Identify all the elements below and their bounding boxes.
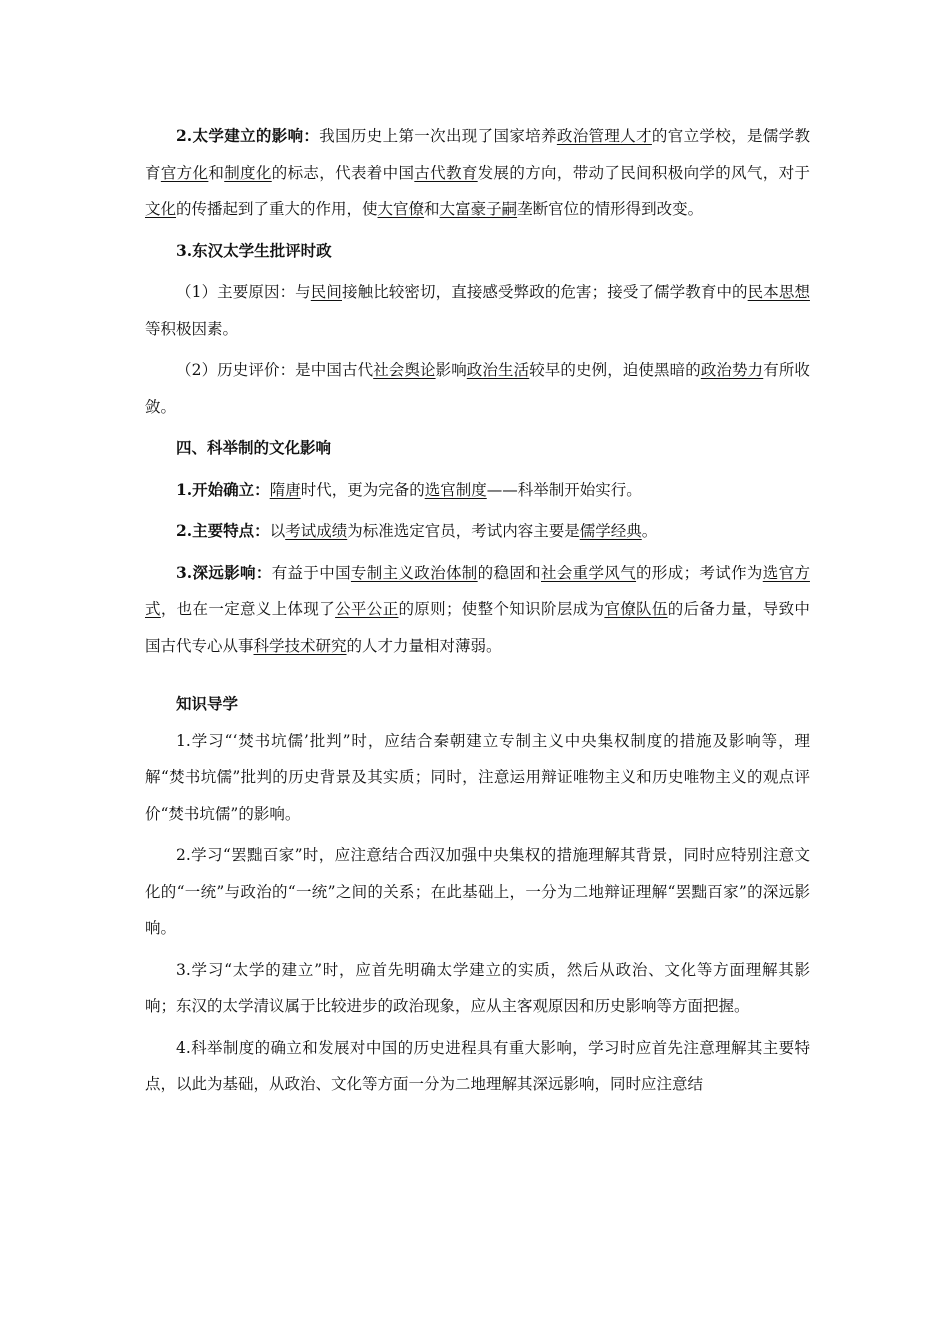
text: 等积极因素。 — [145, 319, 239, 338]
text: ——科举制开始实行。 — [486, 480, 642, 499]
heading-donghan-students — [145, 233, 810, 270]
document-page — [145, 118, 810, 1103]
paragraph-taixue-influence — [145, 118, 810, 228]
text: 垄断官位的情形得到改变。 — [517, 200, 704, 218]
underlined-term: 制度化 — [224, 163, 272, 182]
text: 的传播起到了重大的作用，使 — [176, 200, 378, 218]
underlined-term: 民本思想 — [747, 283, 810, 301]
text: ，也在一定意义上体现了 — [160, 600, 336, 618]
heading-text: 知识导学 — [176, 694, 239, 713]
heading-taixue-influence: 2.太学建立的影响： — [176, 126, 320, 145]
text: 和 — [424, 200, 440, 218]
underlined-term: 社会重学风气 — [541, 563, 637, 582]
text: 时代，更为完备的 — [300, 480, 425, 499]
heading-section-four — [145, 430, 810, 467]
heading-text: 3.东汉太学生批评时政 — [176, 240, 332, 260]
text: 发展的方向，带动了民间积极向学的风气，对于 — [477, 163, 810, 182]
underlined-term: 儒学经典 — [579, 522, 642, 540]
text: 有益于中国 — [271, 563, 351, 582]
underlined-term: 民间 — [310, 283, 342, 301]
text: 。 — [641, 522, 658, 540]
underlined-term: 考试成绩 — [285, 522, 348, 540]
underlined-term: 文化 — [145, 200, 177, 218]
text: 接触比较密切，直接感受弊政的危害；接受了儒学教育中的 — [342, 283, 748, 301]
underlined-term: 官僚队伍 — [604, 600, 668, 618]
underlined-term: 官方化 — [160, 163, 209, 182]
underlined-term: 社会舆论 — [373, 361, 436, 379]
underlined-term: 政治生活 — [466, 361, 530, 379]
paragraph-main-reasons — [145, 274, 810, 347]
underlined-term: 隋唐 — [269, 480, 301, 499]
underlined-term: 古代教育 — [414, 163, 478, 182]
text: （2）历史评价：是中国古代 — [176, 361, 374, 379]
text: （1）主要原因：与 — [176, 283, 311, 301]
text: 为标准选定官员，考试内容主要是 — [347, 522, 580, 540]
paragraph-guide-3: 3.学习“太学的建立”时，应首先明确太学建立的实质，然后从政治、文化等方面理解其影响；东汉的太学清议属于比较进步的政治现象，应从主客观原因和历史影响等方面把握。 — [145, 960, 810, 1015]
underlined-term: 政治管理人才 — [556, 127, 652, 145]
paragraph-historical-evaluation — [145, 352, 810, 425]
underlined-term: 公平公正 — [335, 600, 399, 618]
text: 的后备力量，导致中国古代专心从事 — [145, 600, 810, 655]
text: 的人才力量相对薄弱。 — [346, 636, 502, 655]
heading-knowledge-guide — [145, 686, 810, 723]
paragraph-keju-established — [145, 472, 810, 509]
text: 有所收敛。 — [145, 361, 810, 416]
text: 的官立学校，是儒学教育 — [145, 127, 810, 182]
text: 较早的史例，迫使黑暗的 — [529, 361, 701, 379]
text: 的稳固和 — [477, 563, 541, 582]
paragraph-guide-2: 2.学习“罢黜百家”时，应注意结合西汉加强中央集权的措施理解其背景，同时应特别注意文化的“一统”与政治的“一统”之间的关系；在此基础上，一分为二地辩证理解“罢黜百家”的深远影响。 — [145, 846, 810, 937]
text: 以 — [269, 522, 286, 540]
subheading: 1.开始确立： — [176, 479, 270, 499]
subheading: 3.深远影响： — [176, 562, 272, 582]
text: 的形成；考试作为 — [636, 563, 763, 582]
underlined-term: 政治势力 — [700, 361, 764, 379]
underlined-term: 选官制度 — [424, 480, 487, 499]
text: 的标志，代表着中国 — [271, 163, 415, 182]
paragraph-keju-features — [145, 513, 810, 550]
text: 我国历史上第一次出现了国家培养 — [319, 127, 557, 145]
underlined-term: 专制主义政治体制 — [350, 563, 478, 582]
subheading: 2.主要特点： — [176, 521, 270, 540]
underlined-term: 大官僚 — [377, 200, 425, 218]
underlined-term: 科学技术研究 — [253, 636, 347, 655]
paragraph-keju-influence — [145, 555, 810, 665]
text: 影响 — [435, 361, 467, 379]
paragraph-guide-1: 1.学习“‘焚书坑儒’批判”时，应结合秦朝建立专制主义中央集权制度的措施及影响等，理解“焚书坑儒”批判的历史背景及其实质；同时，注意运用辩证唯物主义和历史唯物主义的观点评价“焚书坑儒”的影响。 — [145, 731, 810, 823]
text: 和 — [208, 163, 225, 182]
heading-text: 四、科举制的文化影响 — [176, 438, 332, 457]
text: 的原则；使整个知识阶层成为 — [398, 600, 605, 618]
underlined-term: 大富豪子嗣 — [439, 200, 518, 218]
underlined-term: 选官方式 — [145, 563, 810, 618]
paragraph-guide-4: 4.科举制度的确立和发展对中国的历史进程具有重大影响，学习时应首先注意理解其主要特点，以此为基础，从政治、文化等方面一分为二地理解其深远影响，同时应注意结 — [145, 1038, 810, 1093]
